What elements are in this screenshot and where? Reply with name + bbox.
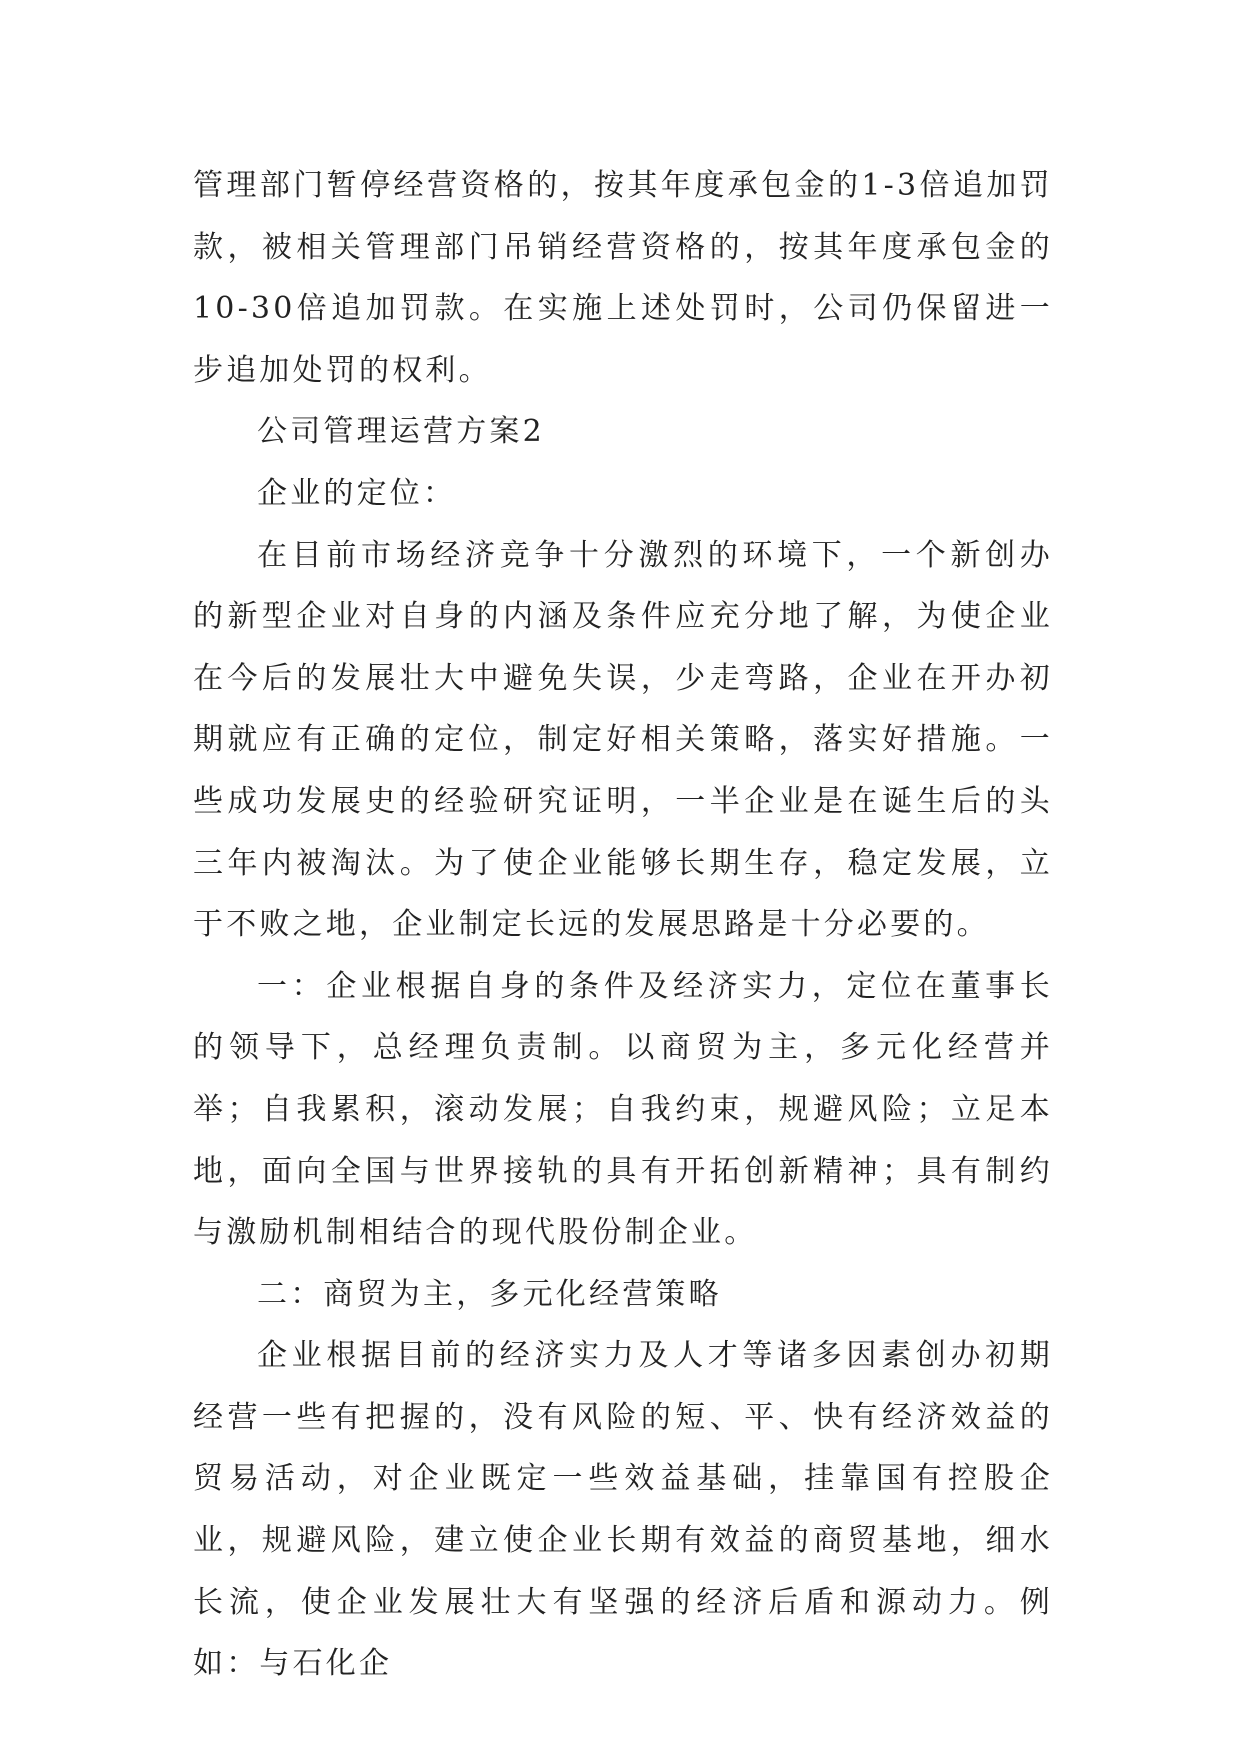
paragraph-point-one: 一：企业根据自身的条件及经济实力，定位在董事长的领导下，总经理负责制。以商贸为主，多元化经营并举；自我累积，滚动发展；自我约束，规避风险；立足本地，面向全国与世界接轨的具有开拓创新精神；具有制约与激励机制相结合的现代股份制企业。 (193, 968, 1053, 1251)
subheading-point-two: 二：商贸为主，多元化经营策略 (257, 1276, 722, 1312)
paragraph-market-context: 在目前市场经济竞争十分激烈的环境下，一个新创办的新型企业对自身的内涵及条件应充分地了解，为使企业在今后的发展壮大中避免失误，少走弯路，企业在开办初期就应有正确的定位，制定好相关策略，落实好措施。一些成功发展史的经验研究证明，一半企业是在诞生后的头三年内被淘汰。为了使企业能够长期生存，稳定发展，立于不败之地，企业制定长远的发展思路是十分必要的。 (193, 537, 1053, 943)
paragraph-strategy: 企业根据目前的经济实力及人才等诸多因素创办初期经营一些有把握的，没有风险的短、平、快有经济效益的贸易活动，对企业既定一些效益基础，挂靠国有控股企业，规避风险，建立使企业长期有效益的商贸基地，细水长流，使企业发展壮大有坚强的经济后盾和源动力。例如：与石化企 (193, 1338, 1053, 1682)
paragraph-penalty-continuation: 管理部门暂停经营资格的，按其年度承包金的1-3倍追加罚款，被相关管理部门吊销经营资格的，按其年度承包金的10-30倍追加罚款。在实施上述处罚时，公司仍保留进一步追加处罚的权利。 (193, 168, 1053, 388)
subheading-positioning: 企业的定位： (257, 475, 457, 511)
body-text (193, 155, 1053, 1695)
section-title: 公司管理运营方案2 (257, 414, 545, 450)
